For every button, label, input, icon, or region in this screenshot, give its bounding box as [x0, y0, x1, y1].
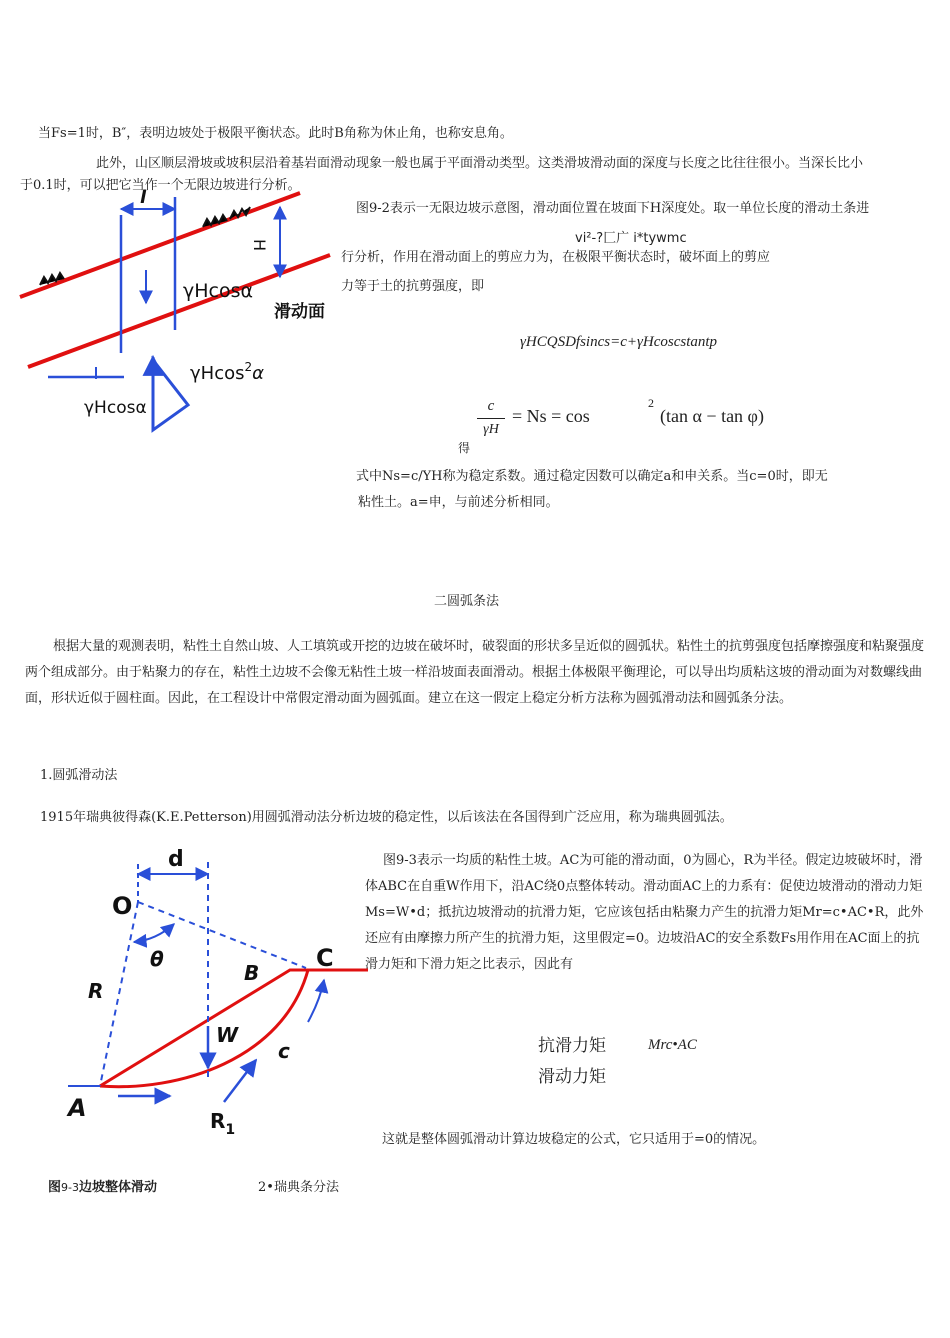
label-yhcos-alpha-left: γHcosα: [84, 398, 147, 418]
label-o: O: [112, 892, 133, 920]
label-r1: $R_1$: [210, 1109, 236, 1138]
label-c-point: C: [316, 944, 334, 972]
eq2-denominator: γH: [483, 422, 499, 437]
cohesion-arrow-c: [308, 980, 324, 1022]
slip-arc: [100, 970, 308, 1087]
garbled-formula: vi²-?匚广 i*tywmc: [575, 231, 687, 246]
reaction-arrow-r1: [224, 1060, 256, 1102]
radius-oa: [100, 902, 138, 1086]
subheading-arc-slide: 1.圆弧滑动法: [40, 768, 118, 783]
label-yhcos-alpha: γHcosα: [183, 280, 254, 302]
eq2-exponent: 2: [648, 396, 654, 410]
fraction-resisting-moment: 抗滑力矩: [538, 1036, 606, 1056]
label-w: W: [216, 1023, 239, 1047]
label-r: R: [88, 979, 104, 1003]
figure-caption-9-3: [48, 1176, 157, 1195]
text-cohesionless: 粘性土。a=申，与前述分析相同。: [358, 495, 559, 510]
label-a: A: [68, 1094, 87, 1122]
force-triangle: [153, 360, 188, 430]
text-stability-number: 式中Ns=c/YH称为稳定系数。通过稳定因数可以确定a和申关系。当c=0时，即无: [356, 469, 828, 484]
label-yhcos2: γHcos$^2$α: [190, 360, 264, 384]
figure-9-2: [18, 185, 348, 435]
section-heading-arc-method: 二圆弧条法: [434, 594, 500, 609]
label-c-cohesion: c: [278, 1039, 290, 1063]
label-h: H: [250, 239, 269, 252]
text-arc-method-intro: 根据大量的观测表明，粘性土自然山坡、人工填筑或开挖的边坡在破坏时，破裂面的形状多呈近似的圆弧状。粘性土的抗剪强度包括摩擦强度和粘聚强度两个组成部分。由于粘聚力的存在，粘性土边坡不会像无粘性土坡一样沿坡面表面滑动。根据土体极限平衡理论，可以导出均质粘这坡的滑动面为对数螺线曲面，形状近似于圆柱面。因此，在工程设计中常假定滑动面为圆弧面。建立在这一假定上稳定分析方法称为圆弧滑动法和圆弧条分法。: [25, 639, 925, 706]
label-l: l: [140, 187, 147, 208]
eq2-fraction-bar: [477, 418, 505, 419]
equation-1: γHCQSDfsincs=c+γHcoscstantp: [520, 334, 718, 350]
text-line-strength: 力等于土的抗剪强度，即: [341, 279, 485, 294]
text-petterson-history: 1915年瑞典彼得森(K.E.Petterson)用圆弧滑动法分析边坡的稳定性，以后该法在各国得到广泛应用，称为瑞典圆弧法。: [40, 810, 733, 825]
eq2-rhs: = Ns = cos: [512, 406, 590, 426]
theta-arc: [134, 924, 174, 942]
text-line-infinite-slope: 于0.1时，可以把它当作一个无限边坡进行分析。: [20, 178, 301, 193]
subheading-swedish-slice: 2•瑞典条分法: [258, 1180, 339, 1195]
caption-text: 边坡整体滑动: [78, 1180, 157, 1195]
label-d: d: [168, 847, 184, 872]
eq2-tail: (tan α − tan φ): [660, 406, 764, 426]
fraction-driving-moment: 滑动力矩: [538, 1067, 606, 1087]
text-line-fs: 当Fs=1时，B″，表明边坡处于极限平衡状态。此时B角称为休止角，也称安息角。: [38, 126, 513, 141]
text-line-plane-slide: 此外，山区顺层滑坡或坡积层沿着基岩面滑动现象一般也属于平面滑动类型。这类滑坡滑动面的深度与长度之比往往很小。当深长比小: [96, 156, 864, 171]
caption-number: 9-3: [61, 1181, 79, 1194]
figure-9-3: [58, 840, 370, 1140]
label-slip-surface: 滑动面: [274, 302, 325, 322]
text-line-shear: 行分析，作用在滑动面上的剪应力为，在极限平衡状态时，破坏面上的剪应: [341, 250, 771, 265]
eq2-numerator: c: [487, 398, 495, 414]
label-theta: θ: [150, 947, 164, 971]
caption-prefix: 图: [48, 1180, 62, 1195]
text-conclusion: 这就是整体圆弧滑动计算边坡稳定的公式，它只适用于=0的情况。: [382, 1132, 766, 1147]
text-de: 得: [458, 441, 471, 455]
fraction-rhs: Mrc•AC: [648, 1037, 697, 1053]
text-fig93-desc: 图9-3表示一均质的粘性土坡。AC为可能的滑动面，0为圆心，R为半径。假定边坡破坏时，滑体ABC在自重W作用下，沿AC绕0点整体转动。滑动面AC上的力系有：促使边坡滑动的滑动力矩Ms=W•d；抵抗边坡滑动的抗滑力矩，它应该包括由粘聚力产生的抗滑力矩Mr=c•AC•R，此外还应有由摩擦力所产生的抗滑力矩，这里假定=0。边坡沿AC的安全系数Fs用作用在AC面上的抗滑力矩和下滑力矩之比表示，因此有: [365, 853, 924, 972]
text-fig92-desc: 图9-2表示一无限边坡示意图，滑动面位置在坡面下H深度处。取一单位长度的滑动土条进: [356, 201, 870, 216]
label-b: B: [244, 961, 260, 985]
